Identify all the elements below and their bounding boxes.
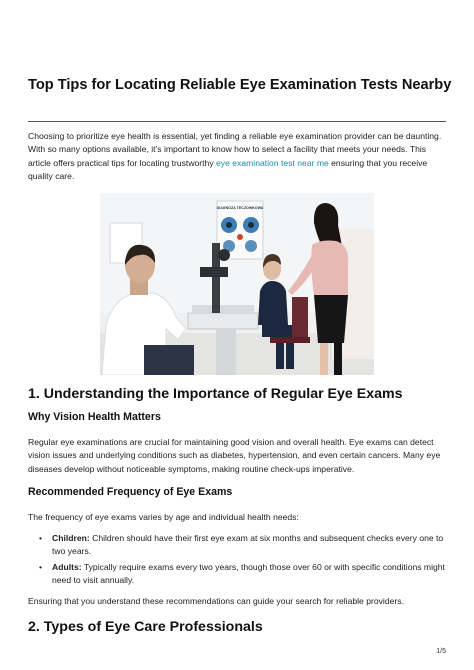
- iris-chart-title: DIAGNOZA TECZOWKOWA: [216, 206, 264, 210]
- document-title: Top Tips for Locating Reliable Eye Examination Tests Nearby: [28, 77, 452, 93]
- title-divider: [28, 121, 446, 122]
- list-item-children: [28, 532, 448, 559]
- eye-exam-photo: [100, 193, 374, 375]
- section2-heading: 2. Types of Eye Care Professionals: [28, 619, 263, 635]
- intro-text-start: Choosing to prioritize eye health is essential, yet finding a reliable eye examination provider can be daunting. With so many options available, it’s important to know how to select a facility that meets your needs. This article offers practical tips for locating trustworthy: [28, 131, 442, 168]
- list-item-adults: [28, 561, 448, 588]
- adults-label: Adults:: [52, 561, 82, 572]
- children-text: Children should have their first eye exam at six months and subsequent checks every one to two years.: [52, 533, 444, 557]
- frequency-list: [28, 532, 448, 590]
- frequency-heading: Recommended Frequency of Eye Exams: [28, 486, 233, 498]
- why-vision-heading: Why Vision Health Matters: [28, 411, 161, 423]
- intro-text-end: ensuring that you receive quality care.: [28, 157, 428, 182]
- eye-exam-link[interactable]: eye examination test near me: [216, 157, 329, 168]
- bullet-icon: •: [39, 561, 43, 572]
- closing-paragraph: Ensuring that you understand these recommendations can guide your search for reliable providers.: [28, 596, 404, 606]
- section1-heading: 1. Understanding the Importance of Regular Eye Exams: [28, 386, 403, 402]
- children-label: Children:: [52, 533, 90, 543]
- why-vision-paragraph: Regular eye examinations are crucial for maintaining good vision and overall health. Eye exams can detect vision issues and underlying conditions such as diabetes, hypertension, and even certain cancers. Many eye diseases develop without noticeable symptoms, making routine check-ups imperative.: [28, 437, 441, 474]
- page-number: 1/5: [436, 648, 446, 655]
- bullet-icon: •: [39, 533, 43, 543]
- adults-text: Typically require exams every two years, though those over 60 or with specific conditions might need to visit annually.: [52, 561, 445, 586]
- frequency-intro: The frequency of eye exams varies by age and individual health needs:: [28, 512, 299, 522]
- intro-paragraph: [28, 130, 448, 184]
